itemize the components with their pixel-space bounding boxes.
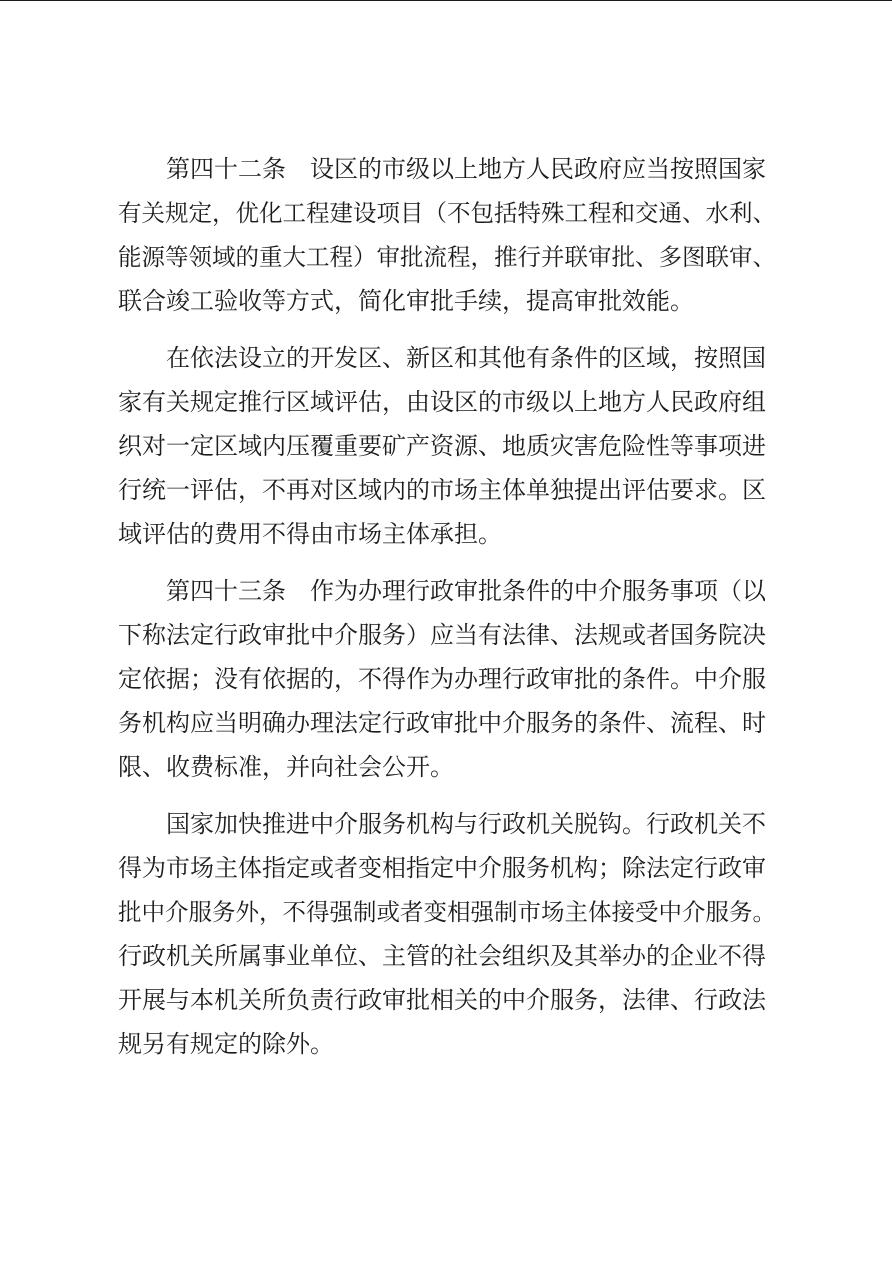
text-line-10: 第四十三条 作为办理行政审批条件的中介服务事项（以 <box>118 577 766 605</box>
text-line-3: 能源等领域的重大工程）审批流程，推行并联审批、多图联审、 <box>118 243 776 271</box>
text-line-6: 家有关规定推行区域评估，由设区的市级以上地方人民政府组 <box>118 388 766 416</box>
text-line-18: 行政机关所属事业单位、主管的社会组织及其举办的企业不得 <box>118 942 766 970</box>
text-line-17: 批中介服务外，不得强制或者变相强制市场主体接受中介服务。 <box>118 898 776 926</box>
text-line-12: 定依据；没有依据的，不得作为办理行政审批的条件。中介服 <box>118 665 766 693</box>
text-line-2: 有关规定，优化工程建设项目（不包括特殊工程和交通、水利、 <box>118 199 776 227</box>
text-line-14: 限、收费标准，并向社会公开。 <box>118 753 454 781</box>
text-line-5: 在依法设立的开发区、新区和其他有条件的区域，按照国 <box>118 344 766 372</box>
text-line-13: 务机构应当明确办理法定行政审批中介服务的条件、流程、时 <box>118 709 766 737</box>
text-line-8: 行统一评估，不再对区域内的市场主体单独提出评估要求。区 <box>118 476 766 504</box>
text-line-1: 第四十二条 设区的市级以上地方人民政府应当按照国家 <box>118 155 766 183</box>
text-line-16: 得为市场主体指定或者变相指定中介服务机构；除法定行政审 <box>118 854 766 882</box>
text-line-15: 国家加快推进中介服务机构与行政机关脱钩。行政机关不 <box>118 810 766 838</box>
text-line-4: 联合竣工验收等方式，简化审批手续，提高审批效能。 <box>118 287 694 315</box>
text-line-19: 开展与本机关所负责行政审批相关的中介服务，法律、行政法 <box>118 986 766 1014</box>
text-line-9: 域评估的费用不得由市场主体承担。 <box>118 520 502 548</box>
text-line-20: 规另有规定的除外。 <box>118 1030 334 1058</box>
text-line-7: 织对一定区域内压覆重要矿产资源、地质灾害危险性等事项进 <box>118 432 766 460</box>
text-line-11: 下称法定行政审批中介服务）应当有法律、法规或者国务院决 <box>118 621 766 649</box>
